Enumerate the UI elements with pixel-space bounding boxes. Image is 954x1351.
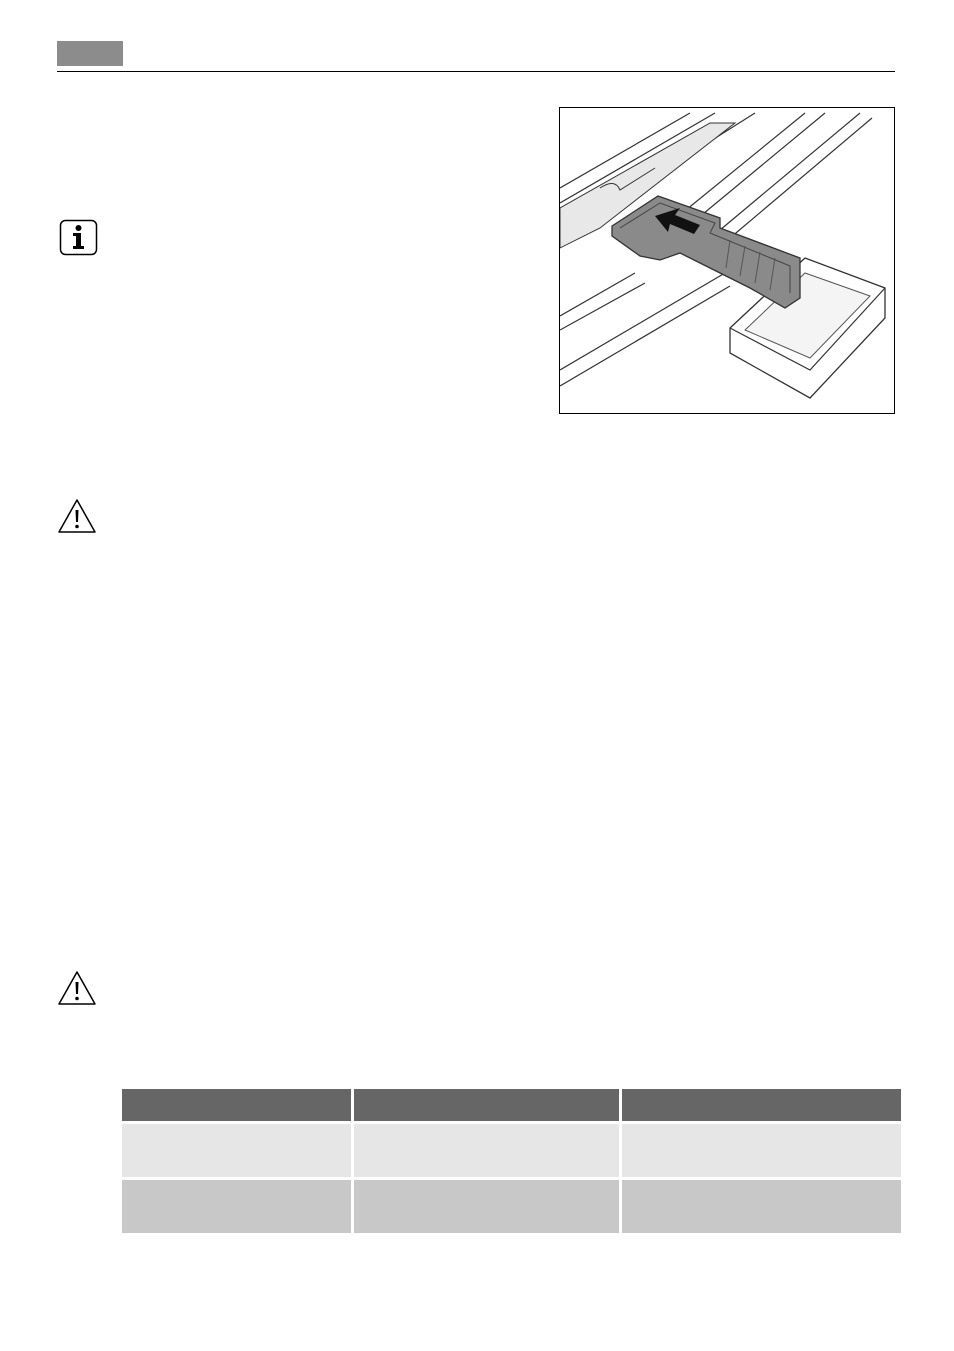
warning-icon: [57, 498, 97, 534]
table-header-cell: [622, 1089, 901, 1121]
header-rule: [57, 71, 895, 72]
table-header-cell: [122, 1089, 351, 1121]
table-cell: [622, 1180, 901, 1233]
warning-icon: [57, 970, 97, 1006]
table-cell: [122, 1180, 351, 1233]
troubleshooting-table: [119, 1086, 904, 1236]
table-header-cell: [354, 1089, 619, 1121]
table-cell: [622, 1124, 901, 1177]
table-cell: [354, 1124, 619, 1177]
info-icon: [59, 219, 98, 256]
table-row: [122, 1124, 901, 1177]
table-cell: [122, 1124, 351, 1177]
table-header-row: [122, 1089, 901, 1121]
section-tab: [57, 41, 123, 66]
table-cell: [354, 1180, 619, 1233]
appliance-illustration: [559, 107, 895, 414]
table-row: [122, 1180, 901, 1233]
